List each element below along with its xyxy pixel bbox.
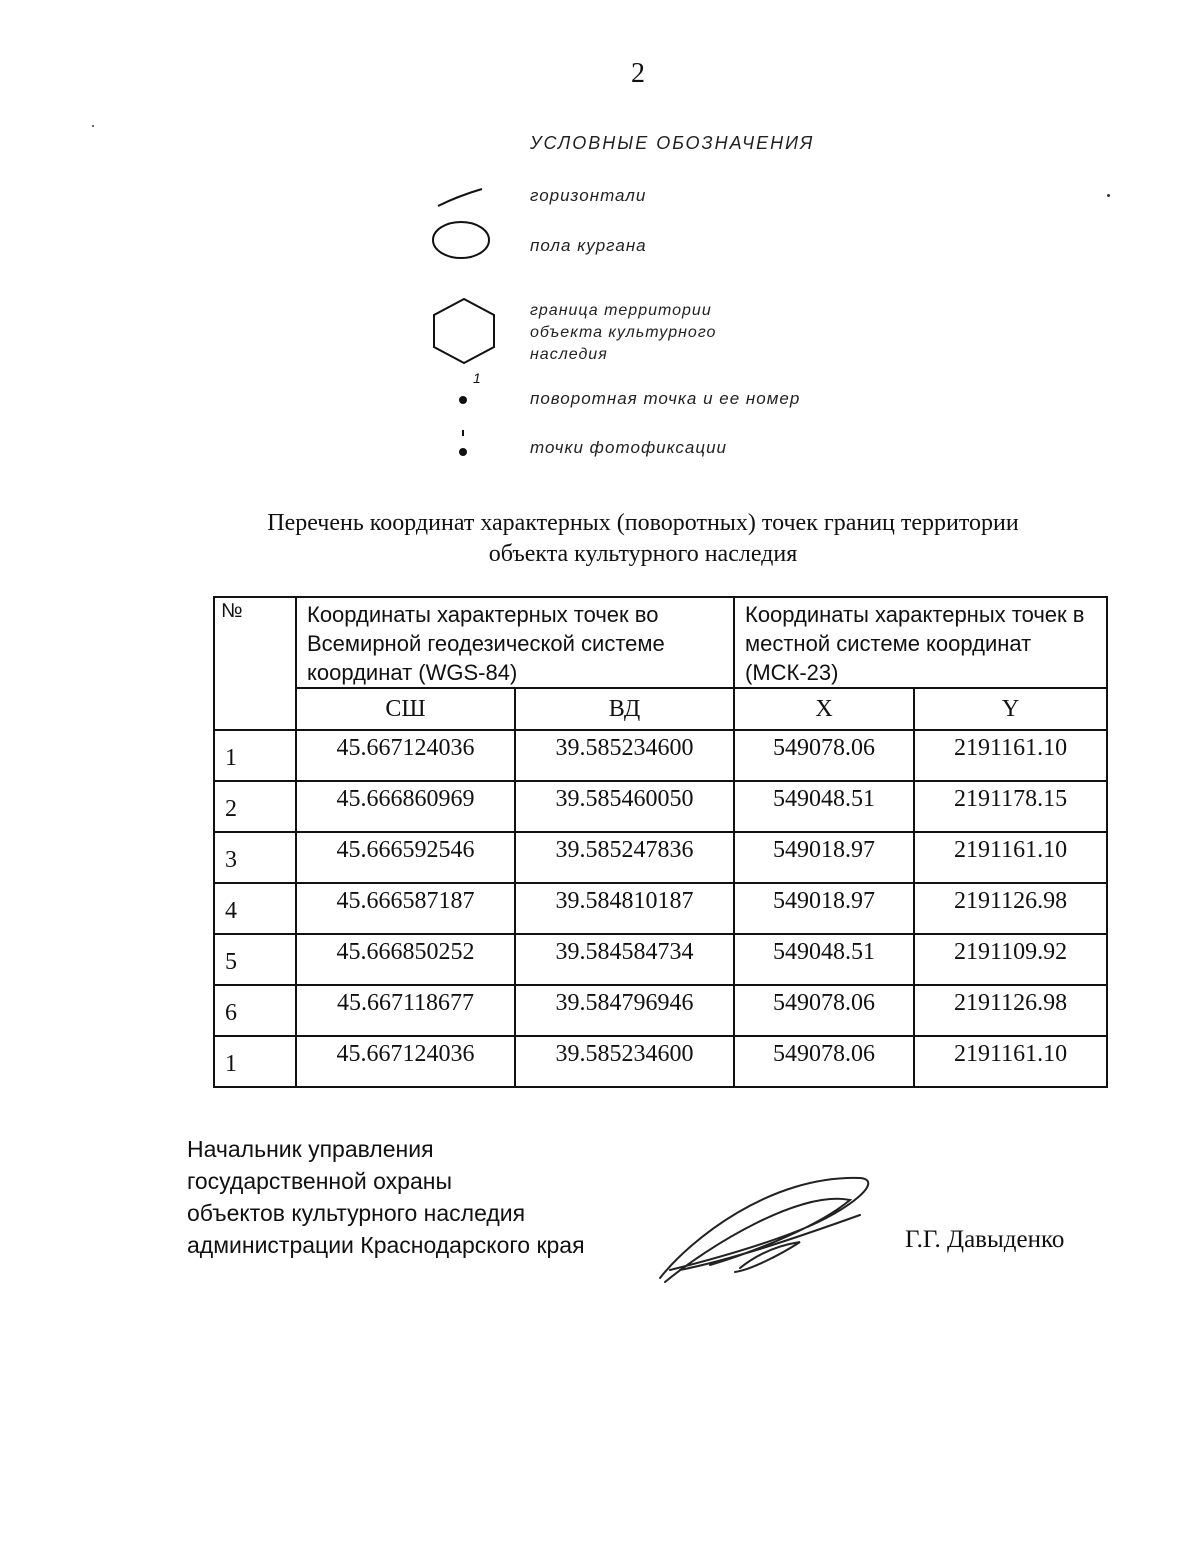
header-msk23-group: Координаты характерных точек в местной системе координат (МСК-23) (734, 597, 1107, 688)
table-row (214, 934, 1107, 985)
photo-fixation-point-icon (455, 428, 471, 462)
cell-lat: 45.666850252 (296, 934, 515, 985)
cell-lon: 39.584796946 (515, 985, 734, 1036)
header-wgs84-group: Координаты характерных точек во Всемирной геодезической системе координат (WGS-84) (296, 597, 734, 688)
signatory-name: Г.Г. Давыденко (905, 1226, 1065, 1253)
mound-floor-ellipse-icon (430, 220, 494, 262)
signatory-position (187, 1133, 585, 1261)
cell-lon: 39.585234600 (515, 1036, 734, 1087)
legend-point-number: 1 (473, 370, 481, 386)
cell-no: 2 (214, 781, 296, 832)
position-line: государственной охраны (187, 1168, 452, 1194)
cell-lon: 39.584584734 (515, 934, 734, 985)
cell-no: 5 (214, 934, 296, 985)
legend-label-contour: горизонтали (530, 186, 647, 205)
legend-label-turning-point: поворотная точка и ее номер (530, 389, 801, 408)
coordinates-title (0, 508, 1200, 570)
legend-title: УСЛОВНЫЕ ОБОЗНАЧЕНИЯ (530, 133, 815, 153)
cell-x: 549078.06 (734, 985, 914, 1036)
coordinates-table (213, 596, 1108, 1088)
cell-lon: 39.584810187 (515, 883, 734, 934)
scan-speck (92, 125, 94, 127)
header-no: № (214, 597, 296, 730)
cell-lon: 39.585234600 (515, 730, 734, 781)
cell-no: 4 (214, 883, 296, 934)
cell-no: 3 (214, 832, 296, 883)
cell-x: 549078.06 (734, 730, 914, 781)
table-row (214, 781, 1107, 832)
handwritten-signature (650, 1170, 880, 1290)
cell-no: 1 (214, 1036, 296, 1087)
table-row (214, 883, 1107, 934)
legend-label-mound: пола кургана (530, 236, 647, 255)
coordinates-title-line2: объекта культурного наследия (488, 541, 798, 567)
cell-no: 1 (214, 730, 296, 781)
header-y: Y (914, 688, 1107, 730)
table-header-row (214, 597, 1107, 688)
legend-label-photo-point: точки фотофиксации (530, 438, 728, 457)
position-line: Начальник управления (187, 1136, 434, 1162)
cell-y: 2191161.10 (914, 832, 1107, 883)
legend-label-boundary: граница территории объекта культурного наследия (530, 302, 717, 363)
cell-y: 2191126.98 (914, 883, 1107, 934)
coordinates-title-line1: Перечень координат характерных (поворотных) точек границ территории (267, 510, 1019, 536)
territory-boundary-hexagon-icon (428, 295, 500, 367)
position-line: объектов культурного наследия (187, 1200, 526, 1226)
cell-no: 6 (214, 985, 296, 1036)
cell-y: 2191161.10 (914, 1036, 1107, 1087)
scan-speck (1107, 194, 1110, 197)
page-number: 2 (631, 58, 645, 89)
cell-lat: 45.666860969 (296, 781, 515, 832)
cell-lon: 39.585460050 (515, 781, 734, 832)
cell-y: 2191178.15 (914, 781, 1107, 832)
cell-x: 549018.97 (734, 832, 914, 883)
cell-x: 549078.06 (734, 1036, 914, 1087)
cell-lat: 45.666587187 (296, 883, 515, 934)
cell-lat: 45.667124036 (296, 730, 515, 781)
cell-y: 2191109.92 (914, 934, 1107, 985)
cell-lat: 45.667124036 (296, 1036, 515, 1087)
table-row (214, 730, 1107, 781)
cell-x: 549048.51 (734, 781, 914, 832)
turning-point-icon (455, 392, 471, 408)
cell-lat: 45.667118677 (296, 985, 515, 1036)
table-row (214, 985, 1107, 1036)
cell-y: 2191126.98 (914, 985, 1107, 1036)
table-row (214, 832, 1107, 883)
cell-lon: 39.585247836 (515, 832, 734, 883)
table-subheader-row (214, 688, 1107, 730)
position-line: администрации Краснодарского края (187, 1232, 585, 1258)
contour-line-icon (436, 186, 486, 210)
header-lon: ВД (515, 688, 734, 730)
table-row (214, 1036, 1107, 1087)
cell-y: 2191161.10 (914, 730, 1107, 781)
cell-x: 549018.97 (734, 883, 914, 934)
header-lat: СШ (296, 688, 515, 730)
cell-x: 549048.51 (734, 934, 914, 985)
header-x: X (734, 688, 914, 730)
cell-lat: 45.666592546 (296, 832, 515, 883)
